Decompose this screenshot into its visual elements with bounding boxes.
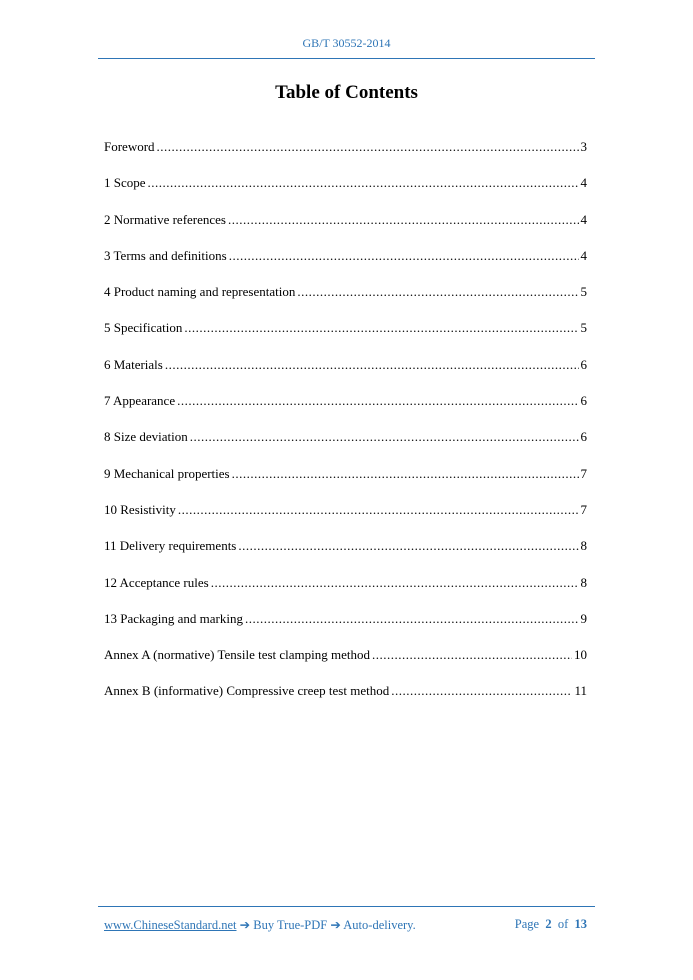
toc-entry-page: 6 xyxy=(580,356,587,372)
toc-entry-page: 7 xyxy=(580,501,587,517)
toc-dot-leader xyxy=(190,429,579,445)
toc-entry[interactable] xyxy=(104,393,587,429)
footer-left xyxy=(104,917,416,933)
toc-entry[interactable] xyxy=(104,575,587,611)
toc-dot-leader xyxy=(157,139,579,155)
toc-entry[interactable] xyxy=(104,683,587,719)
toc-entry-page: 5 xyxy=(580,320,587,336)
toc-entry[interactable] xyxy=(104,357,587,393)
toc-entry-page: 4 xyxy=(580,247,587,263)
toc-dot-leader xyxy=(148,175,579,191)
toc-entry-label: 1 Scope xyxy=(104,175,146,191)
toc-entry-label: Foreword xyxy=(104,139,155,154)
toc-entry-page: 4 xyxy=(580,211,587,227)
toc-entry-label: 2 Normative references xyxy=(104,211,226,227)
toc-entry[interactable] xyxy=(104,611,587,647)
toc-entry[interactable] xyxy=(104,466,587,502)
toc-entry-page: 3 xyxy=(580,139,587,154)
toc-entry-page: 6 xyxy=(580,429,587,445)
chinesestandard-link[interactable]: www.ChineseStandard.net xyxy=(104,918,237,932)
page-number xyxy=(515,917,587,933)
toc-entry-page: 8 xyxy=(580,574,587,590)
toc-entry-page: 8 xyxy=(580,538,587,554)
toc-entry-label: 13 Packaging and marking xyxy=(104,610,243,626)
toc-entry-label: 10 Resistivity xyxy=(104,501,176,517)
toc-dot-leader xyxy=(245,611,579,627)
toc-dot-leader xyxy=(211,575,579,591)
page-of: of xyxy=(557,917,569,931)
toc-entry-label: 11 Delivery requirements xyxy=(104,538,237,554)
toc-entry[interactable] xyxy=(104,538,587,574)
toc-entry[interactable] xyxy=(104,248,587,284)
toc-entry-label: Annex A (normative) Tensile test clamping method xyxy=(104,647,371,663)
toc-entry-page: 10 xyxy=(574,647,587,663)
toc-entry[interactable] xyxy=(104,284,587,320)
page-footer xyxy=(104,917,587,933)
toc-entry-label: 6 Materials xyxy=(104,356,163,372)
toc-dot-leader xyxy=(165,357,579,373)
toc-entry-label: 8 Size deviation xyxy=(104,429,188,445)
page-word: Page xyxy=(514,917,540,931)
table-of-contents xyxy=(104,139,587,720)
toc-entry[interactable] xyxy=(104,139,587,175)
toc-entry-label: 7 Appearance xyxy=(104,393,176,409)
page-total: 13 xyxy=(574,917,587,931)
toc-entry-label: 12 Acceptance rules xyxy=(104,574,209,590)
arrow-right-icon: ➔ xyxy=(239,918,251,932)
toc-entry-label: 4 Product naming and representation xyxy=(104,284,296,300)
toc-entry[interactable] xyxy=(104,212,587,248)
header-divider xyxy=(98,58,595,59)
toc-entry[interactable] xyxy=(104,320,587,356)
toc-entry-label: 9 Mechanical properties xyxy=(104,465,230,481)
buy-true-pdf-text: Buy True-PDF xyxy=(253,918,328,932)
toc-entry[interactable] xyxy=(104,429,587,465)
toc-entry-page: 5 xyxy=(580,284,587,300)
toc-entry-page: 7 xyxy=(580,465,587,481)
toc-dot-leader xyxy=(177,393,578,409)
toc-entry-page: 11 xyxy=(574,683,587,699)
toc-dot-leader xyxy=(391,683,572,699)
toc-dot-leader xyxy=(228,212,579,228)
toc-dot-leader xyxy=(238,538,578,554)
toc-entry-page: 9 xyxy=(580,610,587,626)
toc-dot-leader xyxy=(184,320,578,336)
toc-entry-page: 6 xyxy=(580,393,587,409)
arrow-right-icon: ➔ xyxy=(330,918,341,932)
page-current: 2 xyxy=(545,917,552,931)
auto-delivery-text: Auto-delivery. xyxy=(343,918,416,932)
footer-divider xyxy=(98,906,595,907)
page-title: Table of Contents xyxy=(275,82,418,103)
toc-dot-leader xyxy=(232,466,579,482)
toc-entry-label: Annex B (informative) Compressive creep test method xyxy=(104,683,390,699)
toc-entry[interactable] xyxy=(104,175,587,211)
toc-dot-leader xyxy=(372,647,572,663)
toc-dot-leader xyxy=(178,502,579,518)
toc-entry-label: 5 Specification xyxy=(104,320,183,336)
toc-dot-leader xyxy=(297,284,578,300)
toc-entry-page: 4 xyxy=(580,175,587,191)
document-id-header: GB/T 30552-2014 xyxy=(302,36,391,50)
toc-dot-leader xyxy=(229,248,579,264)
toc-entry-label: 3 Terms and definitions xyxy=(104,247,227,263)
toc-entry[interactable] xyxy=(104,647,587,683)
toc-entry[interactable] xyxy=(104,502,587,538)
